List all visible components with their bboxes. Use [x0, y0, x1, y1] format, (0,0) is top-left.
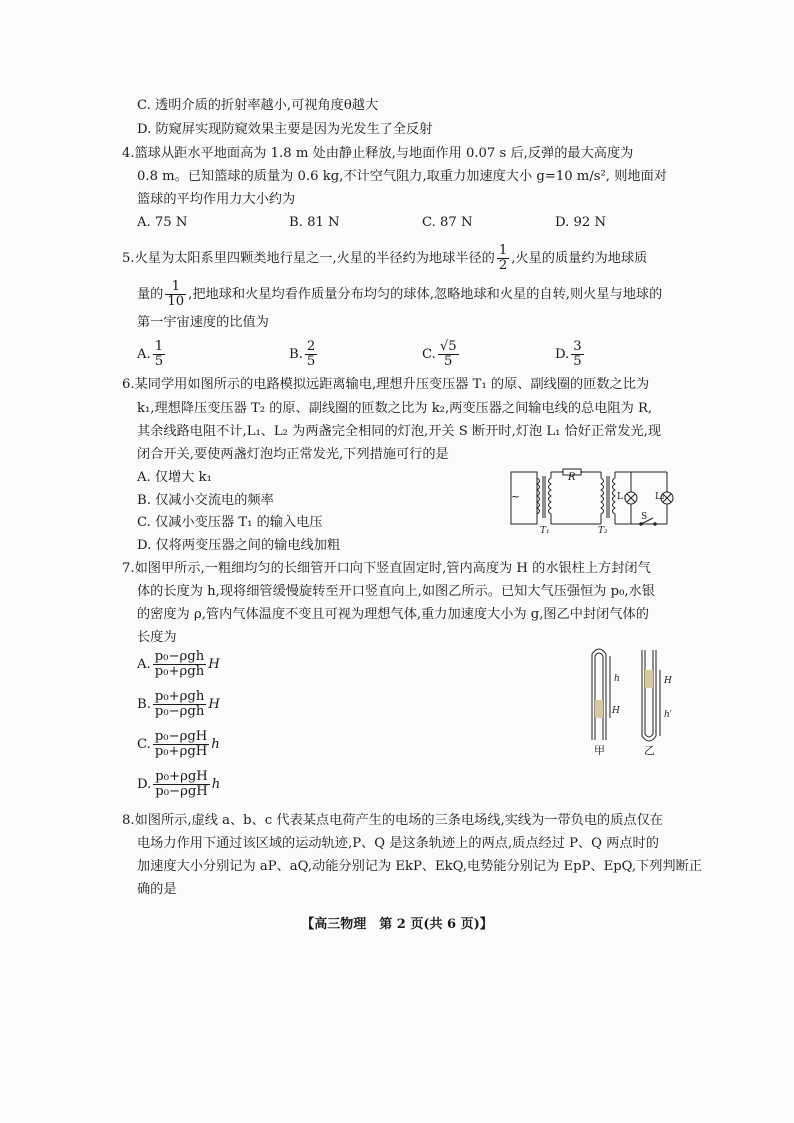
- q5-stem-line1: 5.火星为太阳系里四颗类地行星之一,火星的半径约为地球半径的 $\frac{1}{2}$ ,火星的质量约为地球质: [122, 243, 648, 273]
- q7-option-c: C. $\frac{\text{p₀−ρgH}}{\text{p₀+ρgH}}$ h: [137, 729, 220, 759]
- label-H-yi: H: [664, 676, 672, 686]
- q6-stem-line4: 闭合开关,要使两盏灯泡均正常发光,下列措施可行的是: [137, 447, 449, 462]
- q5-option-d: D. $\frac{3}{5}$: [555, 339, 582, 369]
- q7-stem-line1: 7.如图甲所示,一粗细均匀的长细管开口向下竖直固定时,管内高度为 H 的水银柱上方封闭气: [122, 561, 651, 576]
- label-s: S: [641, 512, 648, 522]
- q7-option-a: A. $\frac{\text{p₀−ρgh}}{\text{p₀+ρgh}}$ H: [137, 649, 220, 679]
- label-r: R: [568, 472, 576, 483]
- q4-stem-line1: 4.篮球从距水平地面高为 1.8 m 处由静止释放,与地面作用 0.07 s 后,反弹的最大高度为: [122, 146, 634, 161]
- t2-primary-coil: [601, 478, 604, 514]
- label-ac-source: ~: [511, 490, 521, 503]
- q8-stem-line2: 电场力作用下通过该区域的运动轨迹,P、Q 是这条轨迹上的两点,质点经过 P、Q 两点时的: [137, 836, 659, 851]
- q7-stem-line3: 的密度为 ρ,管内气体温度不变且可视为理想气体,重力加速度大小为 g,图乙中封闭气体的: [137, 607, 649, 622]
- q8-stem-line1: 8.如图所示,虚线 a、b、c 代表某点电荷产生的电场的三条电场线,实线为一带负电的质点仅在: [122, 813, 663, 828]
- label-h-jia: h: [614, 674, 620, 684]
- page-footer: 【高三物理 第 2 页(共 6 页)】: [301, 917, 493, 932]
- label-H-jia: H: [612, 706, 620, 716]
- q6-option-c: C. 仅减小变压器 T₁ 的输入电压: [137, 515, 323, 530]
- q5-stem-line3: 第一宇宙速度的比值为: [137, 315, 269, 330]
- transmission-circuit-diagram: [505, 462, 675, 542]
- q4-stem-line2: 0.8 m。已知篮球的质量为 0.6 kg,不计空气阻力,取重力加速度大小 g=10 m/s², 则地面对: [137, 169, 667, 184]
- label-yi: 乙: [644, 744, 655, 757]
- q7-option-b: B. $\frac{\text{p₀+ρgh}}{\text{p₀−ρgh}}$ H: [137, 689, 220, 719]
- fraction-half: $\frac{1}{2}$: [498, 243, 508, 273]
- q5-option-c: C. $\frac{√5}{5}$: [422, 339, 457, 369]
- tube-yi: [642, 650, 656, 741]
- t1-primary-coil: [537, 478, 540, 514]
- mercury-column-jia: [595, 700, 603, 718]
- q7-option-d: D. $\frac{\text{p₀+ρgH}}{\text{p₀−ρgH}}$ h: [137, 769, 221, 799]
- q4-option-b: B. 81 N: [289, 215, 340, 230]
- label-l2: L₂: [655, 492, 665, 502]
- mercury-tube-diagram: [580, 640, 680, 755]
- q8-stem-line3: 加速度大小分别记为 aP、aQ,动能分别记为 EkP、EkQ,电势能分别记为 EpP、EpQ,下列判断正: [137, 859, 702, 874]
- q6-option-b: B. 仅减小交流电的频率: [137, 493, 274, 508]
- q6-stem-line2: k₁,理想降压变压器 T₂ 的原、副线圈的匝数之比为 k₂,两变压器之间输电线的总电阻为 R,: [137, 401, 653, 416]
- q4-option-d: D. 92 N: [555, 215, 606, 230]
- q6-stem-line1: 6.某同学用如图所示的电路模拟远距离输电,理想升压变压器 T₁ 的原、副线圈的匝数之比为: [122, 377, 650, 392]
- q6-option-a: A. 仅增大 k₁: [137, 470, 212, 485]
- fraction-tenth: $\frac{1}{10}$: [167, 279, 185, 309]
- q4-stem-line3: 篮球的平均作用力大小约为: [137, 192, 296, 207]
- q7-stem-line4: 长度为: [137, 630, 177, 645]
- q4-option-c: C. 87 N: [422, 215, 473, 230]
- q7-stem-line2: 体的长度为 h,现将细管缓慢旋转至开口竖直向上,如图乙所示。已知大气压强恒为 p₀,水银: [137, 584, 655, 599]
- q5-option-a: A. $\frac{1}{5}$: [137, 339, 164, 369]
- q3-option-c: C. 透明介质的折射率越小,可视角度θ越大: [137, 98, 379, 113]
- q3-option-d: D. 防窥屏实现防窥效果主要是因为光发生了全反射: [137, 122, 433, 137]
- q6-stem-line3: 其余线路电阻不计,L₁、L₂ 为两盏完全相同的灯泡,开关 S 断开时,灯泡 L₁ 恰好正常发光,现: [137, 424, 662, 439]
- q5-stem-line2: 量的 $\frac{1}{10}$ ,把地球和火星均看作质量分布均匀的球体,忽略地球和火星的自转,则火星与地球的: [137, 279, 663, 309]
- label-hprime-yi: h′: [664, 710, 672, 720]
- label-t1: T₁: [540, 526, 550, 536]
- tube-jia: [592, 649, 606, 740]
- t1-secondary-coil: [549, 478, 552, 514]
- mercury-column-yi: [645, 670, 653, 688]
- q6-option-d: D. 仅将两变压器之间的输电线加粗: [137, 538, 341, 553]
- q4-option-a: A. 75 N: [137, 215, 188, 230]
- label-t2: T₂: [598, 526, 608, 536]
- label-jia: 甲: [594, 744, 605, 757]
- q5-option-b: B. $\frac{2}{5}$: [289, 339, 316, 369]
- t2-secondary-coil: [613, 478, 616, 514]
- label-l1: L₁: [617, 492, 627, 502]
- q8-stem-line4: 确的是: [137, 882, 177, 897]
